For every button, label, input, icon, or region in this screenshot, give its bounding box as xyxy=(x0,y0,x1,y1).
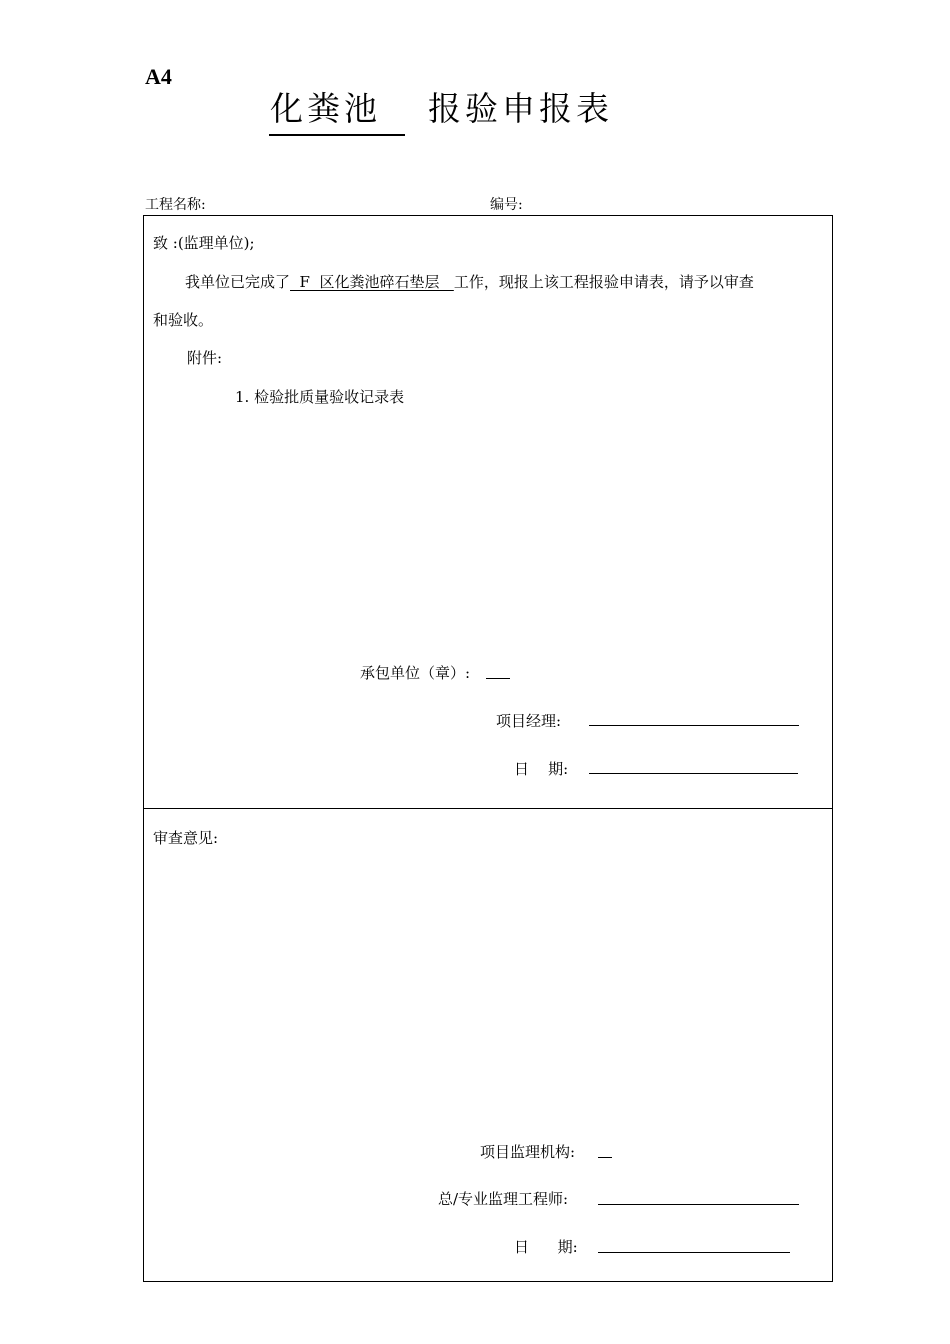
application-date-label: 日 期: xyxy=(514,760,569,778)
contractor-label: 承包单位（章）: xyxy=(360,664,471,682)
title-subject-underline xyxy=(269,134,405,136)
supervision-org-label: 项目监理机构: xyxy=(480,1143,576,1161)
statement-line-2: 和验收。 xyxy=(153,311,214,329)
section-divider xyxy=(143,808,833,809)
serial-no-label: 编号: xyxy=(490,197,523,213)
statement-prefix: 我单位已完成了 xyxy=(185,273,291,291)
attachment-item: 1. 检验批质量验收记录表 xyxy=(235,388,405,406)
statement-line-1 xyxy=(185,271,754,292)
contractor-signature-line[interactable] xyxy=(486,678,510,679)
supervising-engineer-label: 总/专业监理工程师: xyxy=(438,1190,569,1208)
supervising-engineer-signature-line[interactable] xyxy=(598,1204,799,1205)
review-date-label: 日 期: xyxy=(514,1238,578,1256)
project-name-label: 工程名称: xyxy=(145,197,206,213)
supervision-org-signature-line[interactable] xyxy=(598,1157,612,1158)
page-title: 报验申报表 xyxy=(428,89,613,128)
statement-suffix: 工作，现报上该工程报验申请表，请予以审查 xyxy=(453,273,754,291)
addressee-label: 致 :(监理单位); xyxy=(153,234,255,252)
title-subject: 化粪池 xyxy=(270,89,381,128)
review-date-line[interactable] xyxy=(598,1252,790,1253)
application-date-line[interactable] xyxy=(589,773,798,774)
project-manager-label: 项目经理: xyxy=(496,712,562,730)
attachments-label: 附件: xyxy=(187,349,223,367)
project-manager-signature-line[interactable] xyxy=(589,725,799,726)
form-frame xyxy=(143,215,833,1282)
review-opinion-label: 审查意见: xyxy=(153,829,219,847)
form-code: A4 xyxy=(145,64,172,89)
work-item-field[interactable]: F 区化粪池碎石垫层 xyxy=(290,273,454,291)
